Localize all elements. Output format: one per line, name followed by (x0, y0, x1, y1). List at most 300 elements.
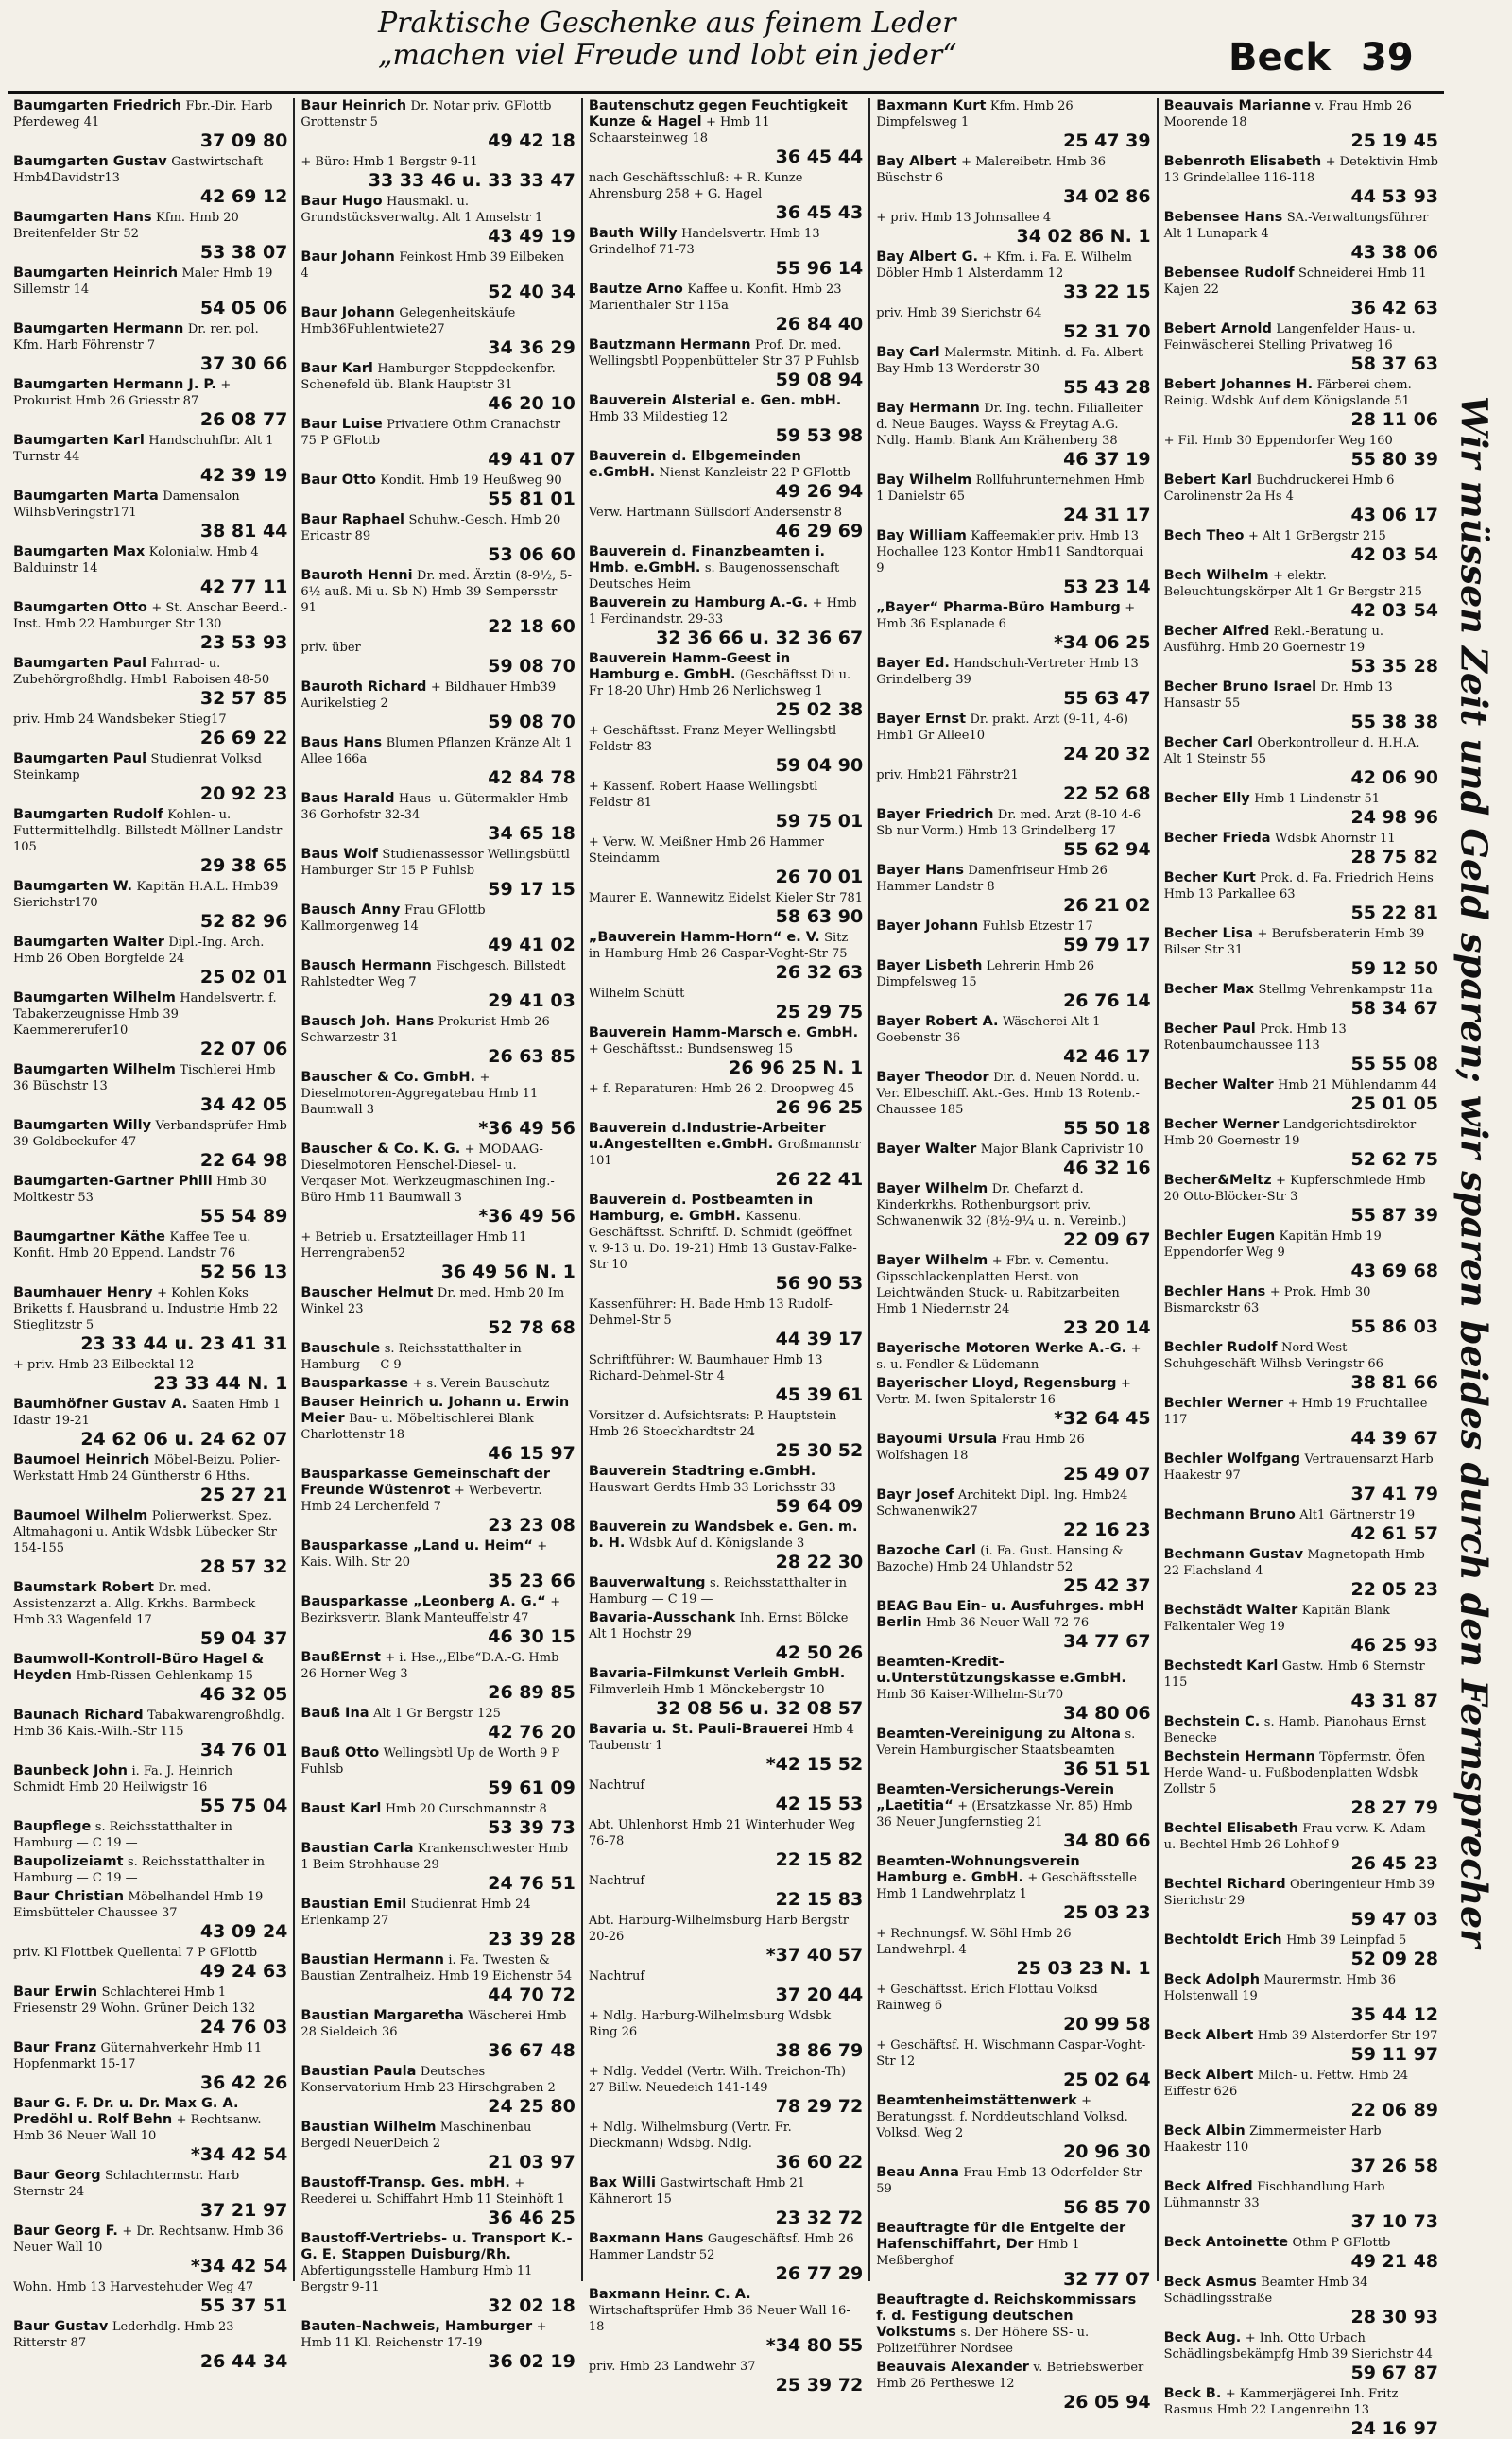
entry-name: Bauverein d.Industrie-Arbeiter u.Angestellten e.GmbH. (588, 1121, 826, 1152)
entry-phone: 55 75 04 (199, 1795, 288, 1816)
entry-description: Alt1 Gärtnerstr 19 (1299, 1508, 1416, 1522)
directory-entry (876, 863, 1150, 916)
entry-description: Milch- u. Fettw. Hmb 24 Eiffestr 626 (1163, 2069, 1409, 2099)
entry-name: Bechmann Gustav (1163, 1547, 1304, 1562)
entry-phone: 49 26 94 (775, 481, 864, 502)
slogan-line-2: „machen viel Freude und lobt ein jeder“ (378, 39, 957, 72)
directory-entry (13, 266, 287, 318)
entry-name: Baumgarten W. (13, 879, 133, 894)
entry-name: Baumhöfner Gustav A. (13, 1397, 188, 1412)
directory-entry (301, 1952, 575, 2005)
entry-phone: 25 02 38 (775, 699, 864, 720)
directory-entry (1164, 1658, 1438, 1711)
entry-description: + Berufsberaterin Hmb 39 Bilser Str 31 (1163, 927, 1425, 957)
entry-description: Dr. rer. pol. Kfm. Harb Föhrenstr 7 (13, 322, 259, 352)
entry-description: Frau Hmb 26 Wolfshagen 18 (876, 1433, 1085, 1463)
directory-entry (1164, 528, 1438, 565)
entry-name: Bech Wilhelm (1163, 568, 1269, 583)
entry-phone: 42 46 17 (1063, 1046, 1151, 1067)
entry-description: + Hmb 1 Ferdinandstr. 29-33 (588, 596, 857, 627)
entry-name: Baunach Richard (13, 1708, 144, 1723)
directory-entry (301, 2175, 575, 2228)
entry-name: Baus Harald (301, 791, 395, 806)
entry-phone: *34 42 54 (190, 2256, 288, 2276)
entry-phone: 59 64 09 (775, 1496, 864, 1517)
entry-description: + Hmb 19 Fruchtallee 117 (1163, 1397, 1428, 1427)
directory-entry (1164, 1284, 1438, 1337)
entry-phone: 26 08 77 (199, 409, 288, 430)
directory-entry (13, 990, 287, 1059)
directory-entry (301, 361, 575, 414)
directory-entry (589, 2231, 863, 2284)
entry-description: Gelegenheitskäufe Hmb36Fuhlentwiete27 (301, 306, 516, 336)
directory-entry (876, 249, 1150, 302)
entry-description: + Hmb 11 Kl. Reichenstr 17-19 (301, 2320, 547, 2350)
entry-description: Wäscherei Alt 1 Goebenstr 36 (876, 1015, 1101, 1045)
entry-name: Beamten-Versicherungs-Verein „Laetitia“ (876, 1782, 1115, 1813)
directory-entry (1164, 1117, 1438, 1170)
entry-name: Bauser Heinrich u. Johann u. Erwin Meier (301, 1395, 570, 1426)
entry-phone: 26 96 25 N. 1 (729, 1057, 864, 1078)
entry-description: Nord-West Schuhgeschäft Wilhsb Veringstr 66 (1163, 1341, 1383, 1371)
entry-name: Beauftragte für die Entgelte der Hafenschiffahrt, Der (876, 2221, 1126, 2252)
entry-phone: 25 39 72 (775, 2375, 864, 2396)
entry-description: Maler Hmb 19 Sillemstr 14 (13, 266, 273, 297)
entry-name: Beck Adolph (1163, 1972, 1261, 1987)
entry-name: Bechler Eugen (1163, 1228, 1276, 1244)
directory-entry (301, 640, 575, 677)
entry-description: priv. Kl Flottbek Quellental 7 P GFlottb (13, 1946, 258, 1960)
entry-name: Bauscher & Co. K. G. (301, 1142, 461, 1157)
directory-entry (876, 1376, 1150, 1429)
directory-entry (1164, 377, 1438, 430)
directory-entry (13, 1984, 287, 2037)
entry-name: Bechler Rudolf (1163, 1340, 1278, 1355)
directory-entry (876, 154, 1150, 207)
directory-entry (1164, 568, 1438, 621)
entry-name: Baumgarten-Gartner Phili (13, 1174, 213, 1189)
entry-description: (i. Fa. Gust. Hansing & Bazoche) Hmb 24 Uhlandstr 52 (876, 1544, 1124, 1574)
entry-name: Baur Christian (13, 1889, 125, 1904)
entry-name: Bebensee Hans (1163, 210, 1283, 225)
entry-phone: 37 09 80 (199, 130, 288, 151)
entry-description: Abfertigungsstelle Hamburg Hmb 11 Bergstr 9-11 (301, 2264, 533, 2294)
directory-entry (13, 1397, 287, 1450)
directory-entry (13, 2040, 287, 2093)
entry-phone: 42 69 12 (199, 186, 288, 207)
directory-entry (1164, 2330, 1438, 2383)
entry-description: + Vertr. M. Iwen Spitalerstr 16 (876, 1377, 1131, 1407)
entry-name: Baur Franz (13, 2040, 97, 2055)
entry-name: Becher Frieda (1163, 831, 1271, 846)
directory-entry (301, 1341, 575, 1373)
entry-phone: 53 38 07 (199, 242, 288, 263)
entry-description: Zimmermeister Harb Haakestr 110 (1163, 2124, 1382, 2155)
entry-name: Beauftragte d. Reichskommissars f. d. Festigung deutschen Volkstums (876, 2293, 1137, 2340)
entry-phone: 21 03 97 (488, 2152, 576, 2173)
entry-name: Bautenschutz gegen Feuchtigkeit Kunze & Hagel (588, 98, 848, 129)
directory-entry (589, 1297, 863, 1349)
entry-phone: 24 25 80 (488, 2096, 576, 2117)
entry-description: + i. Hse.,,Elbe“D.A.-G. Hmb 26 Horner Weg 3 (301, 1651, 559, 1681)
entry-description: + Rechtsanw. Hmb 36 Neuer Wall 10 (13, 2113, 262, 2143)
entry-phone: 46 15 97 (488, 1443, 576, 1464)
entry-name: Bauverein d. Postbeamten in Hamburg, e. GmbH. (588, 1193, 814, 1224)
entry-phone: 59 08 94 (775, 369, 864, 390)
entry-phone: 52 31 70 (1063, 321, 1151, 342)
directory-entry (1164, 1877, 1438, 1930)
entry-description: + Kassenf. Robert Haase Wellingsbtl Feldstr 81 (588, 780, 818, 810)
entry-phone: 25 19 45 (1350, 130, 1439, 151)
directory-entry (301, 1142, 575, 1227)
directory-entry (589, 723, 863, 776)
directory-entry (13, 879, 287, 932)
entry-description: Nachtruf (588, 1874, 645, 1888)
directory-entry (876, 1782, 1150, 1851)
directory-entry (13, 656, 287, 709)
directory-entry (589, 890, 863, 927)
entry-description: Wdsbk Auf d. Königslande 3 (628, 1537, 805, 1551)
directory-entry (1164, 98, 1438, 151)
entry-description: Dr. Hmb 13 Hansastr 55 (1163, 680, 1393, 711)
entry-name: Bay Carl (876, 345, 940, 360)
entry-name: Beck Albert (1163, 2028, 1254, 2043)
entry-name: Bauten-Nachweis, Hamburger (301, 2319, 533, 2334)
entry-phone: 49 41 07 (488, 449, 576, 470)
entry-description: Damenfriseur Hmb 26 Hammer Landstr 8 (876, 864, 1108, 894)
entry-description: + Dr. Rechtsanw. Hmb 36 Neuer Wall 10 (13, 2224, 284, 2255)
entry-phone: 32 57 85 (199, 688, 288, 709)
directory-entry (301, 472, 575, 509)
entry-name: Baust Karl (301, 1801, 382, 1816)
directory-entry (589, 1193, 863, 1294)
entry-phone: 43 38 06 (1350, 242, 1439, 263)
entry-name: Bayer Hans (876, 863, 964, 878)
directory-entry (876, 807, 1150, 860)
entry-description: + Prokurist Hmb 26 Griesstr 87 (13, 378, 232, 408)
directory-entry (1164, 870, 1438, 923)
directory-entry (1164, 210, 1438, 263)
entry-phone: 52 09 28 (1350, 1949, 1439, 1969)
directory-entry (13, 1854, 287, 1886)
entry-name: Bayerische Motoren Werke A.-G. (876, 1341, 1127, 1356)
directory-entry (876, 345, 1150, 398)
entry-phone: 24 62 06 u. 24 62 07 (80, 1429, 288, 1450)
entry-phone: 42 39 19 (199, 465, 288, 486)
entry-description: v. Frau Hmb 26 Moorende 18 (1163, 99, 1412, 129)
entry-description: Wdsbk Ahornstr 11 (1275, 832, 1396, 846)
entry-phone: 20 99 58 (1063, 2014, 1151, 2035)
directory-entry (876, 2165, 1150, 2218)
entry-phone: 43 09 24 (199, 1921, 288, 1942)
directory-entry (13, 433, 287, 486)
entry-description: + f. Reparaturen: Hmb 26 2. Droopweg 45 (588, 1082, 855, 1096)
entry-description: Maschinenbau Bergedl NeuerDeich 2 (301, 2121, 532, 2151)
directory-entry (13, 1357, 287, 1394)
entry-description: Schlachterei Hmb 1 Friesenstr 29 Wohn. Grüner Deich 132 (13, 1985, 256, 2016)
side-slogan: Wir müssen Zeit und Geld sparen; wir sparen beides durch den Fernsprecher (1452, 395, 1496, 1949)
entry-name: Baustian Margaretha (301, 2008, 464, 2023)
entry-name: Bauverein Hamm-Geest in Hamburg e. GmbH. (588, 651, 791, 682)
directory-entry (13, 2319, 287, 2372)
entry-description: Fahrrad- u. Zubehörgroßhdlg. Hmb1 Raboisen 48-50 (13, 657, 270, 687)
entry-name: Beck Asmus (1163, 2275, 1257, 2290)
entry-phone: 24 76 03 (199, 2017, 288, 2037)
entry-name: Baustoff-Transp. Ges. mbH. (301, 2175, 510, 2190)
directory-entry (301, 512, 575, 565)
entry-description: Studienrat Volksd Steinkamp (13, 752, 262, 782)
column-2 (295, 98, 582, 2372)
entry-description: + Prok. Hmb 30 Bismarckstr 63 (1163, 1285, 1371, 1315)
entry-phone: *34 80 55 (765, 2335, 864, 2356)
directory-entry (1164, 2275, 1438, 2327)
entry-description: + Geschäftsst.: Bundsensweg 15 (588, 1042, 794, 1056)
entry-name: Bechler Wolfgang (1163, 1451, 1301, 1467)
directory-entry (13, 712, 287, 748)
entry-description: + Dieselmotoren-Aggregatebau Hmb 11 Baumwall 3 (301, 1071, 539, 1117)
directory-entry (1164, 1547, 1438, 1600)
directory-entry (301, 679, 575, 732)
entry-description: Dr. med. Assistenzarzt a. Allg. Krkhs. Barmbeck Hmb 33 Wagenfeld 17 (13, 1581, 256, 1627)
entry-name: Becher Kurt (1163, 870, 1256, 885)
directory-entry (876, 528, 1150, 597)
entry-name: Baur Georg (13, 2168, 101, 2183)
directory-entry (1164, 2068, 1438, 2121)
entry-description: + Ndlg. Harburg-Wilhelmsburg Wdsbk Ring 26 (588, 2009, 832, 2039)
entry-phone: 22 15 82 (775, 1849, 864, 1870)
directory-entry (1164, 2028, 1438, 2065)
directory-entry (876, 98, 1150, 151)
entry-name: Baupflege (13, 1819, 92, 1834)
directory-entry (589, 1081, 863, 1118)
entry-name: Becher Max (1163, 982, 1255, 997)
directory-entry (301, 735, 575, 788)
entry-description: Hausmakl. u. Grundstücksverwaltg. Alt 1 Amselstr 1 (301, 195, 543, 225)
entry-name: Bay Albert (876, 154, 957, 169)
entry-description: + Kais. Wilh. Str 20 (301, 1539, 548, 1570)
entry-description: priv. Hmb 23 Landwehr 37 (588, 2360, 756, 2374)
entry-description: Wilhelm Schütt (588, 987, 685, 1001)
entry-phone: 32 08 56 u. 32 08 57 (656, 1698, 864, 1719)
directory-entry (301, 417, 575, 470)
entry-phone: 22 15 83 (775, 1889, 864, 1910)
entry-description: Dr. med. Ärztin (8-9½, 5-6½ auß. Mi u. Sb N) Hmb 39 Sempersstr 91 (301, 569, 572, 615)
entry-description: Alt 1 Gr Bergstr 125 (373, 1707, 501, 1721)
entry-name: Bayer Ed. (876, 656, 950, 671)
entry-description: Frau Hmb 13 Oderfelder Str 59 (876, 2166, 1142, 2196)
entry-phone: 34 42 05 (199, 1094, 288, 1115)
entry-description: s. Baugenossenschaft Deutsches Heim (588, 561, 840, 592)
entry-description: + priv. Hmb 23 Eilbecktal 12 (13, 1358, 195, 1372)
directory-entry (301, 1376, 575, 1392)
entry-description: Fbr.-Dir. Harb Pferdeweg 41 (13, 99, 273, 129)
directory-entry (589, 2120, 863, 2173)
entry-phone: 34 80 66 (1063, 1830, 1151, 1851)
entry-description: v. Betriebswerber Hmb 26 Pertheswe 12 (876, 2361, 1144, 2391)
entry-description: Dr. Notar priv. GFlottb Grottenstr 5 (301, 99, 552, 129)
entry-name: Beamten-Vereinigung zu Altona (876, 1726, 1122, 1742)
entry-phone: 42 76 20 (488, 1722, 576, 1743)
directory-entry (876, 472, 1150, 525)
entry-name: Bausch Hermann (301, 958, 432, 973)
entry-phone: 33 22 15 (1063, 282, 1151, 302)
entry-name: Baupolizeiamt (13, 1854, 124, 1869)
entry-name: Bechstädt Walter (1163, 1603, 1298, 1618)
entry-phone: 53 23 14 (1063, 576, 1151, 597)
entry-description: Hmb 39 Alsterdorfer Str 197 (1257, 2029, 1438, 2043)
entry-description: Maurer E. Wannewitz Eidelst Kieler Str 781 (588, 891, 864, 905)
entry-phone: 58 37 63 (1350, 353, 1439, 374)
entry-phone: 46 32 05 (199, 1684, 288, 1705)
entry-name: Bavaria-Filmkunst Verleih GmbH. (588, 1666, 846, 1681)
directory-entry (301, 1650, 575, 1703)
directory-entry (13, 544, 287, 597)
entry-description: Dr. Chefarzt d. Kinderkrkhs. Rothenburgsort priv. Schwanenwik 32 (8½-9¼ u. n. Vereinb.) (876, 1182, 1126, 1228)
entry-description: + priv. Hmb 13 Johnsallee 4 (876, 211, 1052, 225)
slogan-line-1: Praktische Geschenke aus feinem Leder (378, 7, 956, 40)
entry-description: (Geschäftsst Di u. Fr 18-20 Uhr) Hmb 26 Nerlichsweg 1 (588, 668, 851, 698)
directory-entry (589, 986, 863, 1022)
entry-phone: 37 26 58 (1350, 2156, 1439, 2176)
directory-entry (13, 1819, 287, 1851)
entry-phone: 44 70 72 (488, 1984, 576, 2005)
entry-phone: 38 81 44 (199, 521, 288, 541)
entry-description: Kassenu. Geschäftsst. Schriftf. D. Schmidt (geöffnet v. 9-13 u. Do. 19-21) Hmb 13 Gustav-Falke-Str 10 (588, 1210, 857, 1272)
entry-phone: 55 63 47 (1063, 688, 1151, 709)
entry-phone: 23 20 14 (1063, 1317, 1151, 1338)
entry-name: Beck B. (1163, 2386, 1222, 2401)
entry-name: Bayer Wilhelm (876, 1253, 988, 1268)
entry-name: Bechtel Richard (1163, 1877, 1286, 1892)
entry-name: Baur Johann (301, 249, 395, 265)
directory-entry (876, 1253, 1150, 1338)
entry-phone: 49 42 18 (488, 130, 576, 151)
directory-entry (13, 935, 287, 988)
directory-entry (589, 170, 863, 223)
directory-entry (301, 1745, 575, 1798)
entry-description: Kaffeemakler priv. Hmb 13 Hochallee 123 Kontor Hmb11 Sandtorquai 9 (876, 529, 1143, 575)
directory-entry (1164, 472, 1438, 525)
running-head-word: Beck (1228, 36, 1331, 79)
entry-description: Langenfelder Haus- u. Feinwäscherei Stelling Privatweg 16 (1163, 322, 1416, 352)
entry-name: Becher Carl (1163, 735, 1254, 750)
entry-name: Bay Albert G. (876, 249, 979, 265)
directory-entry (1164, 1022, 1438, 1074)
entry-name: Bebensee Rudolf (1163, 266, 1295, 281)
entry-description: Töpfermstr. Öfen Herde Wand- u. Fußbodenplatten Wdsbk Zollstr 5 (1163, 1750, 1426, 1796)
entry-name: Baumgarten Rudolf (13, 807, 163, 822)
entry-name: Baur Heinrich (301, 98, 407, 113)
directory-entry (1164, 1077, 1438, 1114)
directory-entry (13, 154, 287, 207)
entry-description: + Ndlg. Veddel (Vertr. Wilh. Treichon-Th) 27 Billw. Neuedeich 141-149 (588, 2065, 846, 2095)
entry-name: Baus Wolf (301, 847, 378, 862)
directory-entry (589, 1575, 863, 1607)
directory-entry (1164, 1507, 1438, 1544)
directory-entry (301, 1229, 575, 1282)
entry-name: Baur Raphael (301, 512, 405, 527)
directory-entry (589, 544, 863, 593)
entry-description: Lehrerin Hmb 26 Dimpfelsweg 15 (876, 959, 1095, 989)
entry-name: Becher&Meltz (1163, 1173, 1272, 1188)
entry-name: Bayer Johann (876, 919, 979, 934)
entry-description: priv. Hmb21 Fährstr21 (876, 768, 1019, 782)
directory-entry (876, 1341, 1150, 1373)
entry-name: Bauscher & Co. GmbH. (301, 1070, 476, 1085)
entry-phone: 29 38 65 (199, 855, 288, 876)
entry-phone: 59 47 03 (1350, 1909, 1439, 1930)
directory-entry (13, 1285, 287, 1354)
entry-description: Hauswart Gerdts Hmb 33 Lorichsstr 33 (588, 1481, 836, 1495)
entry-description: Fischhandlung Harb Lühmannstr 33 (1163, 2180, 1385, 2210)
entry-phone: 36 45 43 (775, 202, 864, 223)
entry-phone: 24 20 32 (1063, 744, 1151, 764)
entry-description: Saaten Hmb 1 Idastr 19-21 (13, 1398, 281, 1428)
entry-phone: 56 85 70 (1063, 2197, 1151, 2218)
directory-entry (301, 194, 575, 247)
entry-description: Prok. Hmb 13 Rotenbaumchaussee 113 (1163, 1022, 1347, 1053)
directory-entry (589, 930, 863, 983)
entry-phone: 55 38 38 (1350, 712, 1439, 732)
directory-entry (589, 1817, 863, 1870)
column-5 (1159, 98, 1444, 2439)
entry-description: Sitz in Hamburg Hmb 26 Caspar-Voght-Str 75 (588, 931, 849, 961)
entry-phone: 43 31 87 (1350, 1691, 1439, 1711)
directory-entry (876, 1543, 1150, 1596)
directory-entry (301, 1538, 575, 1591)
entry-name: Bayer Ernst (876, 712, 967, 727)
entry-name: Bauverwaltung (588, 1575, 706, 1590)
entry-name: Bauschule (301, 1341, 381, 1356)
entry-phone: 25 30 52 (775, 1440, 864, 1461)
entry-phone: 53 35 28 (1350, 656, 1439, 677)
directory-entry (13, 1452, 287, 1505)
directory-entry (1164, 679, 1438, 732)
entry-name: Beau Anna (876, 2165, 959, 2180)
entry-name: Bausparkasse „Land u. Heim“ (301, 1538, 533, 1554)
entry-phone: 37 10 73 (1350, 2211, 1439, 2232)
entry-name: Bay William (876, 528, 967, 543)
entry-name: Bechmann Bruno (1163, 1507, 1296, 1522)
entry-phone: 28 30 93 (1350, 2307, 1439, 2327)
entry-description: Prok. d. Fa. Friedrich Heins Hmb 13 Parkallee 63 (1163, 871, 1434, 902)
entry-description: SA.-Verwaltungsführer Alt 1 Lunapark 4 (1163, 211, 1429, 241)
entry-phone: 59 12 50 (1350, 958, 1439, 979)
directory-entry (13, 1945, 287, 1982)
directory-entry (589, 1610, 863, 1663)
directory-columns (8, 98, 1444, 2439)
entry-phone: 55 55 08 (1350, 1054, 1439, 1074)
entry-description: + (Ersatzkasse Nr. 85) Hmb 36 Neuer Jungfernstieg 21 (876, 1799, 1133, 1829)
entry-phone: 34 77 67 (1063, 1631, 1151, 1652)
entry-name: Bauverein d. Elbgemeinden e.GmbH. (588, 449, 801, 480)
entry-name: BaußErnst (301, 1650, 381, 1665)
entry-description: + Rechnungsf. W. Söhl Hmb 26 Landwehrpl. 4 (876, 1927, 1072, 1957)
entry-phone: 49 41 02 (488, 935, 576, 955)
entry-phone: *34 42 54 (190, 2144, 288, 2165)
directory-entry (13, 1708, 287, 1761)
entry-name: Bavaria u. St. Pauli-Brauerei (588, 1722, 809, 1737)
entry-description: Vorsitzer d. Aufsichtsrats: P. Hauptstein Hmb 26 Stoeckhardtstr 24 (588, 1409, 837, 1439)
entry-description: Stellmg Vehrenkampstr 11a (1258, 983, 1433, 997)
entry-phone: 25 42 37 (1063, 1575, 1151, 1596)
entry-phone: 25 03 23 (1063, 1902, 1151, 1923)
entry-name: Baumgarten Otto (13, 600, 147, 615)
directory-entry (589, 2064, 863, 2117)
entry-name: Bebert Karl (1163, 472, 1252, 488)
directory-entry (876, 712, 1150, 764)
entry-name: Baur Johann (301, 305, 395, 320)
